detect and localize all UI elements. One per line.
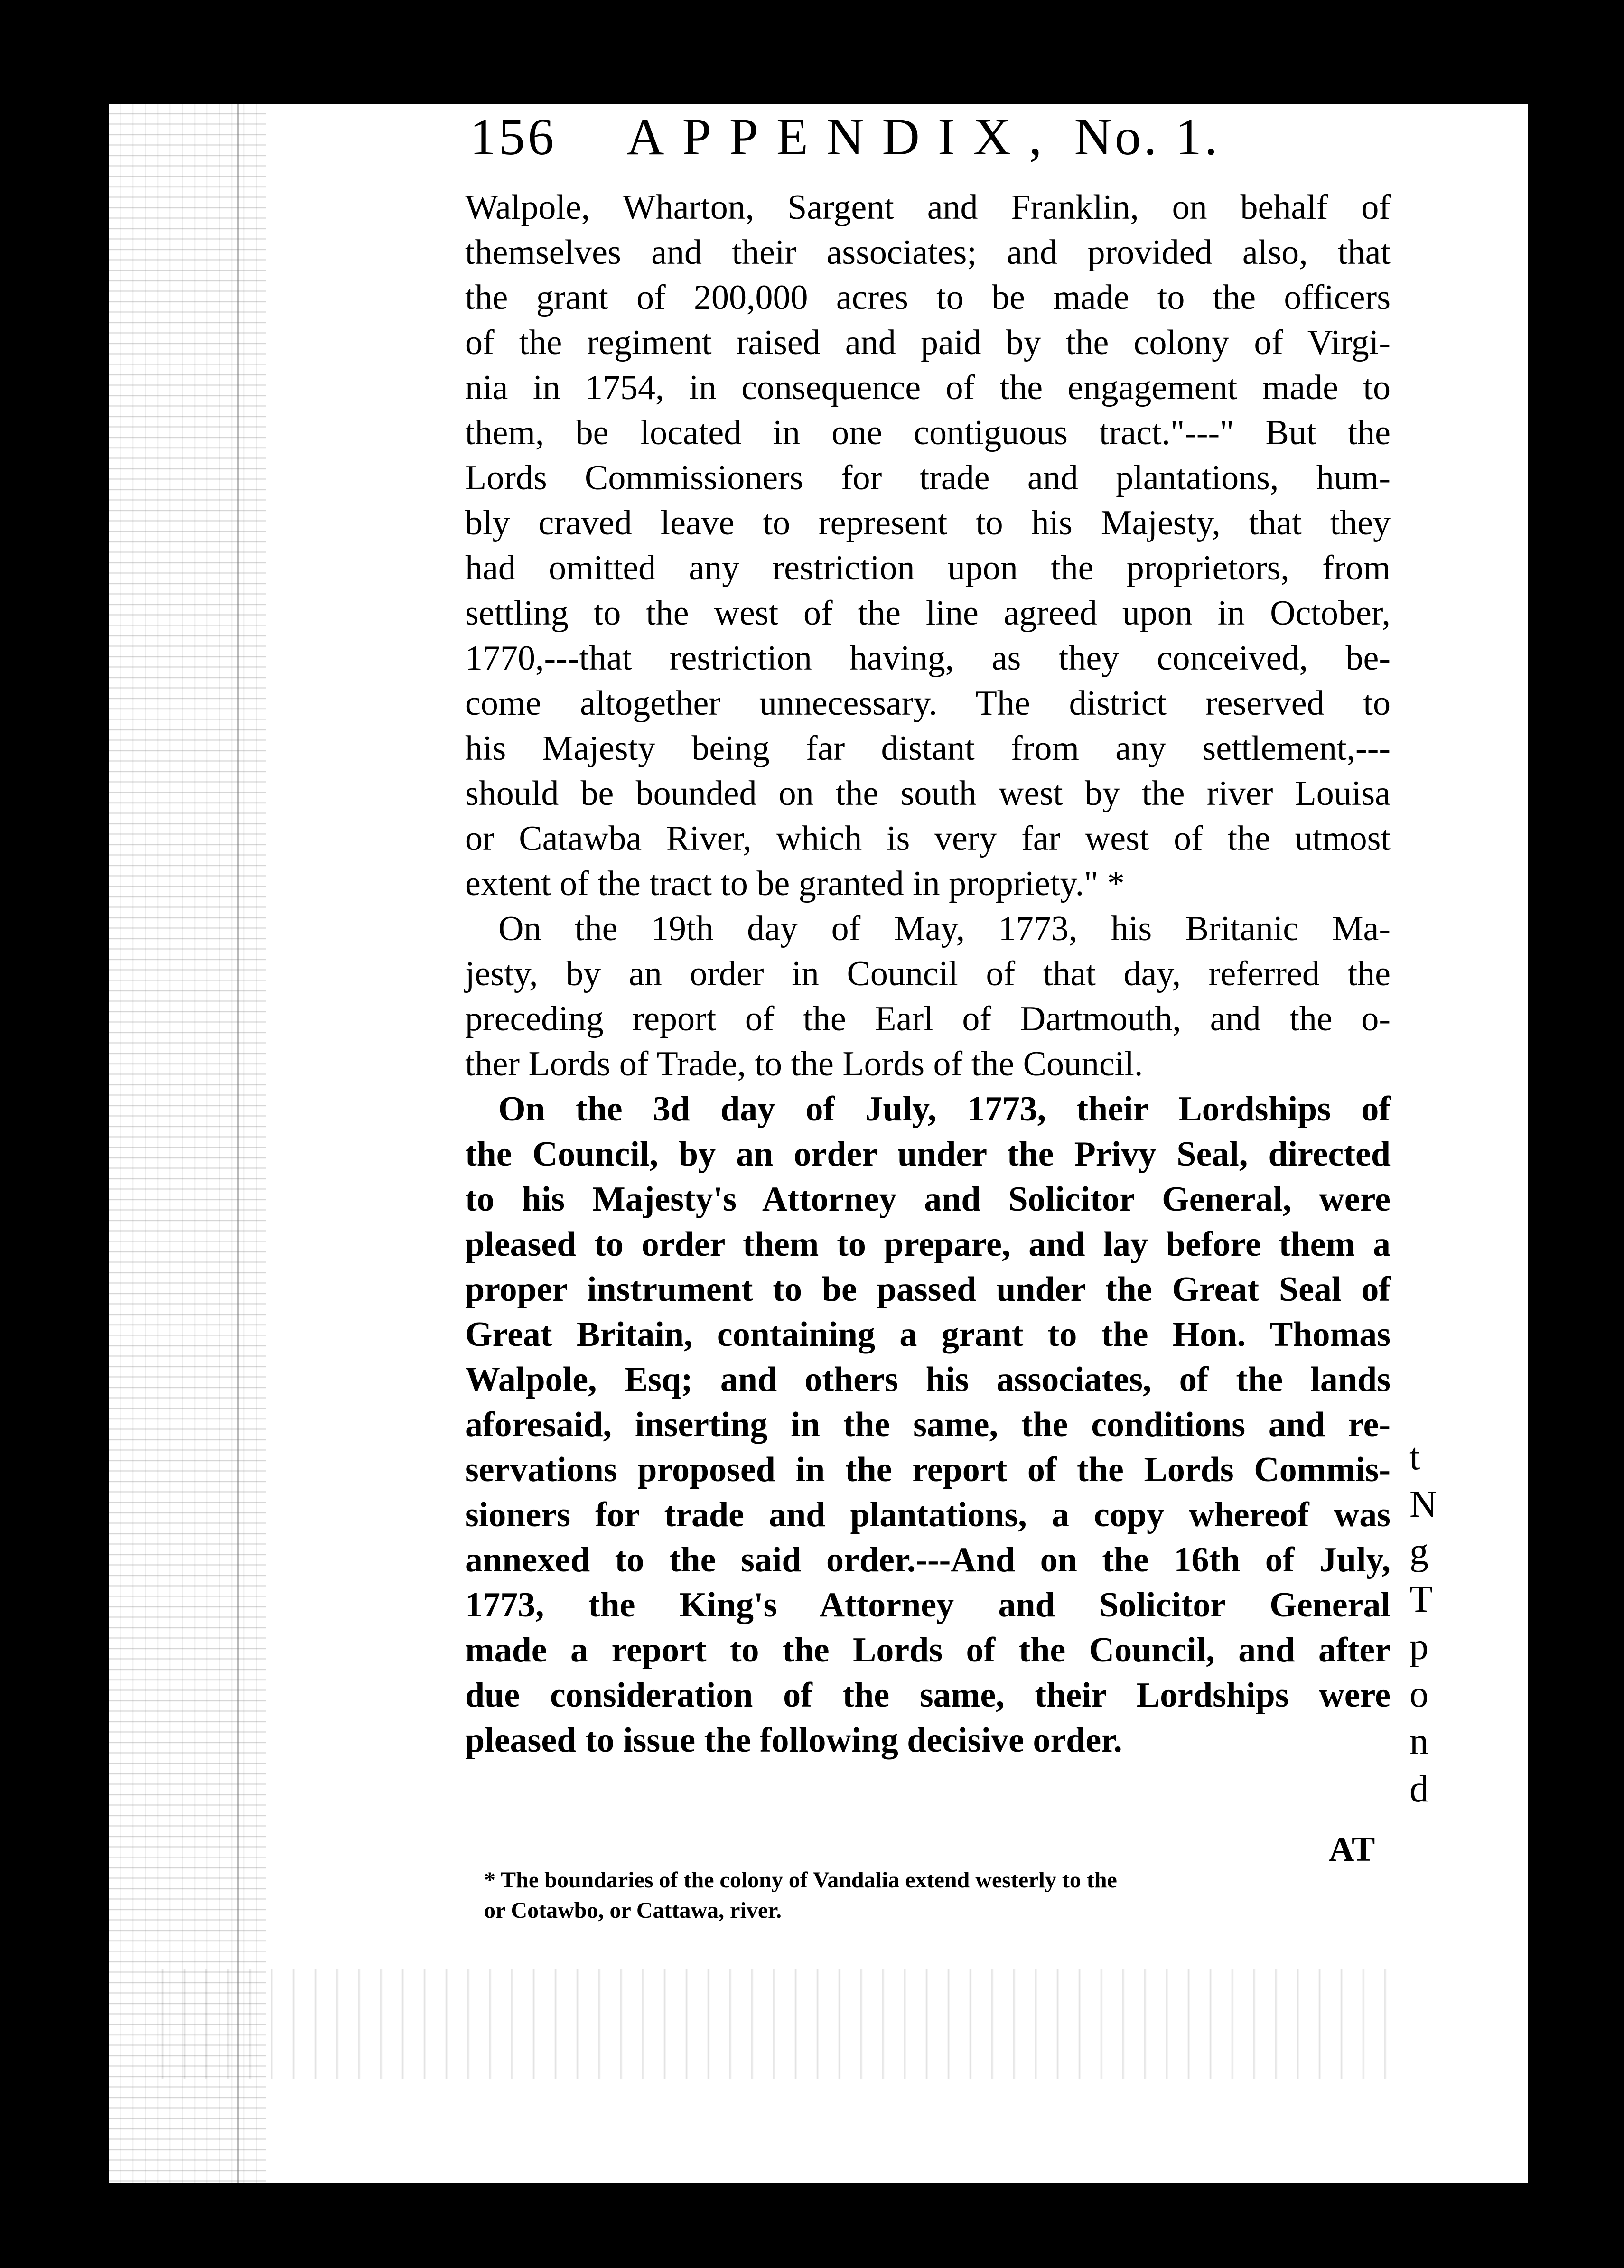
text-line: themselves and their associates; and provided also, that: [465, 233, 1391, 272]
footnote-line: or Cotawbo, or Cattawa, river.: [484, 1898, 782, 1923]
text-line: Lords Commissioners for trade and plantations, hum-: [465, 458, 1391, 497]
appendix-number: No. 1.: [1074, 108, 1221, 166]
text-line: of the regiment raised and paid by the colony of Virgi-: [465, 323, 1391, 362]
text-line: had omitted any restriction upon the proprietors, from: [465, 549, 1391, 588]
text-line: aforesaid, inserting in the same, the conditions and re-: [465, 1405, 1391, 1444]
text-line: Walpole, Esq; and others his associates, of the lands: [465, 1360, 1391, 1399]
text-line: come altogether unnecessary. The district reserved to: [465, 684, 1391, 723]
text-line: due consideration of the same, their Lordships were: [465, 1676, 1391, 1715]
bleed-letter: o: [1409, 1673, 1428, 1715]
text-line: 1773, the King's Attorney and Solicitor General: [465, 1586, 1391, 1624]
bleed-letter: t: [1409, 1436, 1420, 1478]
facing-page-bleed: [1409, 1433, 1504, 1813]
text-line: Walpole, Wharton, Sargent and Franklin, on behalf of: [465, 188, 1391, 227]
bleed-letter: d: [1409, 1768, 1428, 1810]
left-page-fringe: [109, 104, 266, 2183]
paragraph-start: On the 3d day of July, 1773, their Lordships of: [498, 1090, 1391, 1129]
bleed-letter: g: [1409, 1531, 1428, 1573]
text-line: them, be located in one contiguous tract."---" But the: [465, 413, 1391, 452]
text-line: jesty, by an order in Council of that day, referred the: [465, 954, 1391, 993]
text-line: ther Lords of Trade, to the Lords of the Council.: [465, 1045, 1143, 1083]
bleed-letter: p: [1409, 1626, 1428, 1668]
text-line: Great Britain, containing a grant to the Hon. Thomas: [465, 1315, 1391, 1354]
text-line: bly craved leave to represent to his Majesty, that they: [465, 504, 1391, 542]
body-text: [465, 185, 1391, 1763]
appendix-title: APPENDIX,: [626, 108, 1060, 166]
text-line: the grant of 200,000 acres to be made to the officers: [465, 278, 1391, 317]
text-line: 1770,---that restriction having, as they conceived, be-: [465, 639, 1391, 678]
paragraph-start: On the 19th day of May, 1773, his Britanic Ma-: [498, 909, 1391, 948]
bleed-letter: T: [1409, 1578, 1433, 1620]
text-line: sioners for trade and plantations, a copy whereof was: [465, 1495, 1391, 1534]
text-line: preceding report of the Earl of Dartmouth, and the o-: [465, 999, 1391, 1038]
text-line: made a report to the Lords of the Council, and after: [465, 1631, 1391, 1670]
scan-noise: [142, 1969, 1400, 2079]
catchword: AT: [1329, 1830, 1375, 1869]
bleed-letter: n: [1409, 1721, 1428, 1763]
text-line: his Majesty being far distant from any settlement,---: [465, 729, 1391, 768]
right-page-edge: [1610, 104, 1624, 1851]
text-line: extent of the tract to be granted in propriety." *: [465, 864, 1125, 903]
text-line: proper instrument to be passed under the Great Seal of: [465, 1270, 1391, 1309]
text-line: settling to the west of the line agreed upon in October,: [465, 594, 1391, 633]
footnote: [484, 1865, 1386, 1926]
bleed-letter: N: [1409, 1484, 1437, 1525]
running-head: [470, 107, 1395, 167]
text-line: should be bounded on the south west by the river Louisa: [465, 774, 1391, 813]
text-line: pleased to order them to prepare, and lay before them a: [465, 1225, 1391, 1264]
text-line: to his Majesty's Attorney and Solicitor General, were: [465, 1180, 1391, 1219]
text-line: annexed to the said order.---And on the 16th of July,: [465, 1540, 1391, 1579]
text-line: or Catawba River, which is very far west of the utmost: [465, 819, 1391, 858]
footnote-line: * The boundaries of the colony of Vandalia extend westerly to the: [484, 1867, 1117, 1893]
text-line: servations proposed in the report of the Lords Commis-: [465, 1450, 1391, 1489]
text-line: the Council, by an order under the Privy Seal, directed: [465, 1135, 1391, 1174]
text-line: pleased to issue the following decisive order.: [465, 1721, 1122, 1760]
page-number: 156: [470, 108, 557, 166]
text-line: nia in 1754, in consequence of the engagement made to: [465, 368, 1391, 407]
